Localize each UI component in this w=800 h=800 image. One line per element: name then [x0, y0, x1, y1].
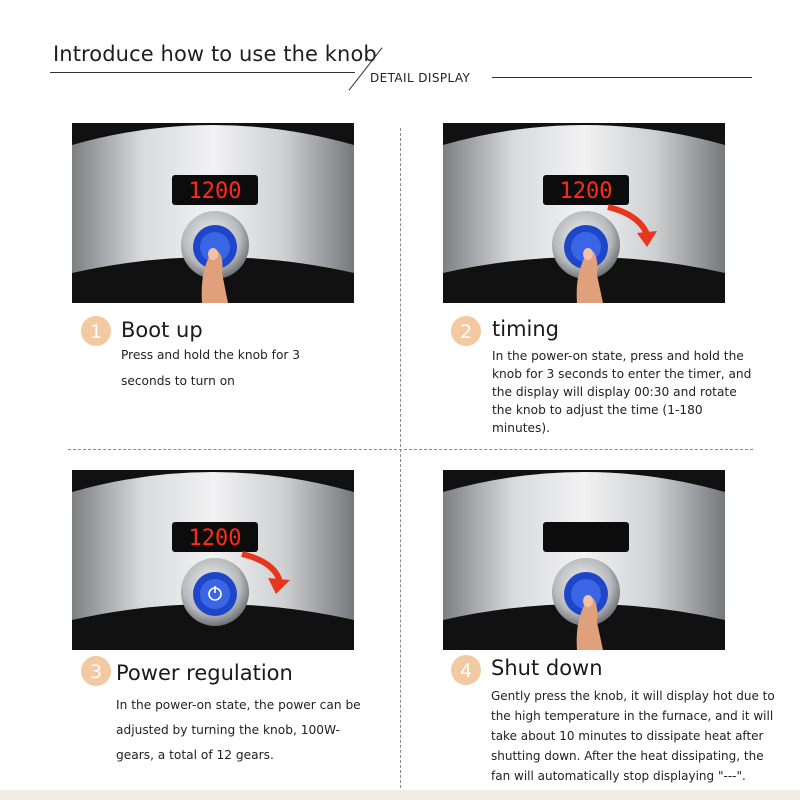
step-description-line: seconds to turn on [121, 374, 235, 388]
step-description-line: take about 10 minutes to dissipate heat after [491, 729, 764, 743]
step-description [491, 686, 775, 786]
step-number: 1 [89, 321, 103, 343]
step-description [492, 347, 751, 437]
step-description-line: Press and hold the knob for 3 [121, 348, 301, 362]
step-title: Boot up [121, 318, 203, 342]
step-description-line: minutes). [492, 421, 550, 435]
step-description-line: the knob to adjust the time (1-180 [492, 403, 703, 417]
step-description-line: the high temperature in the furnace, and it will [491, 709, 774, 723]
step-title: Shut down [491, 656, 603, 680]
step-number: 3 [89, 661, 103, 683]
bottom-band [0, 790, 800, 800]
header-divider-right [492, 77, 752, 78]
step-number-badge [450, 315, 482, 347]
header-subtitle: DETAIL DISPLAY [370, 71, 471, 85]
step2-photo [443, 123, 725, 303]
display-readout: 1200 [188, 179, 242, 204]
step-description-line: shutting down. After the heat dissipating, the [491, 749, 764, 763]
header-divider-left [50, 72, 355, 73]
step4-photo [443, 470, 725, 650]
step-number-badge [80, 655, 112, 687]
display-readout: 1200 [188, 526, 242, 551]
step-description-line: gears, a total of 12 gears. [116, 748, 274, 762]
page-title: Introduce how to use the knob [53, 42, 377, 66]
display-readout: 1200 [559, 179, 613, 204]
step-number-badge [450, 654, 482, 686]
step-description-line: In the power-on state, the power can be [116, 698, 361, 712]
horizontal-dashed-divider [68, 449, 753, 450]
step-description-line: Gently press the knob, it will display hot due to [491, 689, 775, 703]
step-title: timing [492, 317, 559, 341]
step-description-line: knob for 3 seconds to enter the timer, and [492, 367, 752, 381]
step-description-line: fan will automatically stop displaying "---". [491, 769, 746, 783]
step-number: 4 [459, 660, 473, 682]
step-description-line: In the power-on state, press and hold the [492, 349, 744, 363]
step3-photo [72, 470, 354, 650]
step-number-badge [80, 315, 112, 347]
step-description [116, 693, 361, 768]
step-title: Power regulation [116, 661, 293, 685]
step1-photo [72, 123, 354, 303]
vertical-dashed-divider [400, 128, 401, 788]
step-description-line: adjusted by turning the knob, 100W- [116, 723, 340, 737]
step-number: 2 [459, 321, 473, 343]
step-description [121, 348, 300, 392]
step-description-line: the display will display 00:30 and rotate [492, 385, 737, 399]
